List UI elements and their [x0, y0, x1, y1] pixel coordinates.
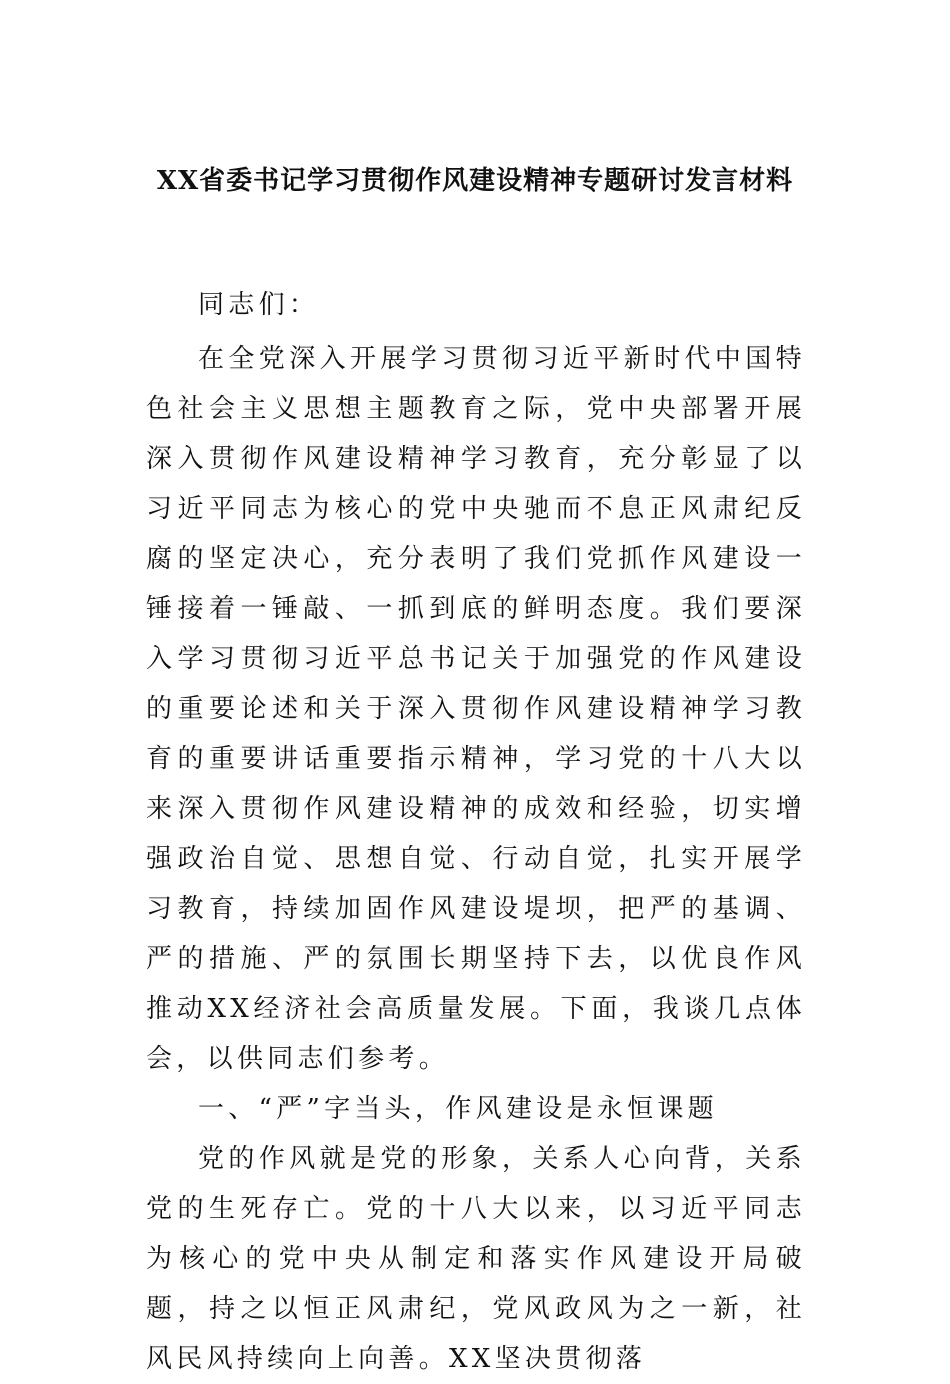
paragraph-intro: 在全党深入开展学习贯彻习近平新时代中国特色社会主义思想主题教育之际，党中央部署开展深入贯彻作风建设精神学习教育，充分彰显了以习近平同志为核心的党中央驰而不息正风肃纪反腐的坚定决心，充分表明了我们党抓作风建设一锤接着一锤敲、一抓到底的鲜明态度。我们要深入学习贯彻习近平总书记关于加强党的作风建设的重要论述和关于深入贯彻作风建设精神学习教育的重要讲话重要指示精神，学习党的十八大以来深入贯彻作风建设精神的成效和经验，切实增强政治自觉、思想自觉、行动自觉，扎实开展学习教育，持续加固作风建设堤坝，把严的基调、严的措施、严的氛围长期坚持下去，以优良作风推动XX经济社会高质量发展。下面，我谈几点体会，以供同志们参考。 — [146, 344, 806, 1074]
salutation: 同志们： — [198, 290, 320, 320]
paragraph-section-1: 党的作风就是党的形象，关系人心向背，关系党的生死存亡。党的十八大以来，以习近平同志为核心的党中央从制定和落实作风建设开局破题，持之以恒正风肃纪，党风政风为之一新，社风民风持续向上向善。XX坚决贯彻落 — [146, 1144, 806, 1374]
document-title: XX省委书记学习贯彻作风建设精神专题研讨发言材料 — [156, 166, 794, 196]
document-body — [146, 280, 806, 1384]
section-heading-1: 一、“严”字当头，作风建设是永恒课题 — [198, 1094, 718, 1124]
